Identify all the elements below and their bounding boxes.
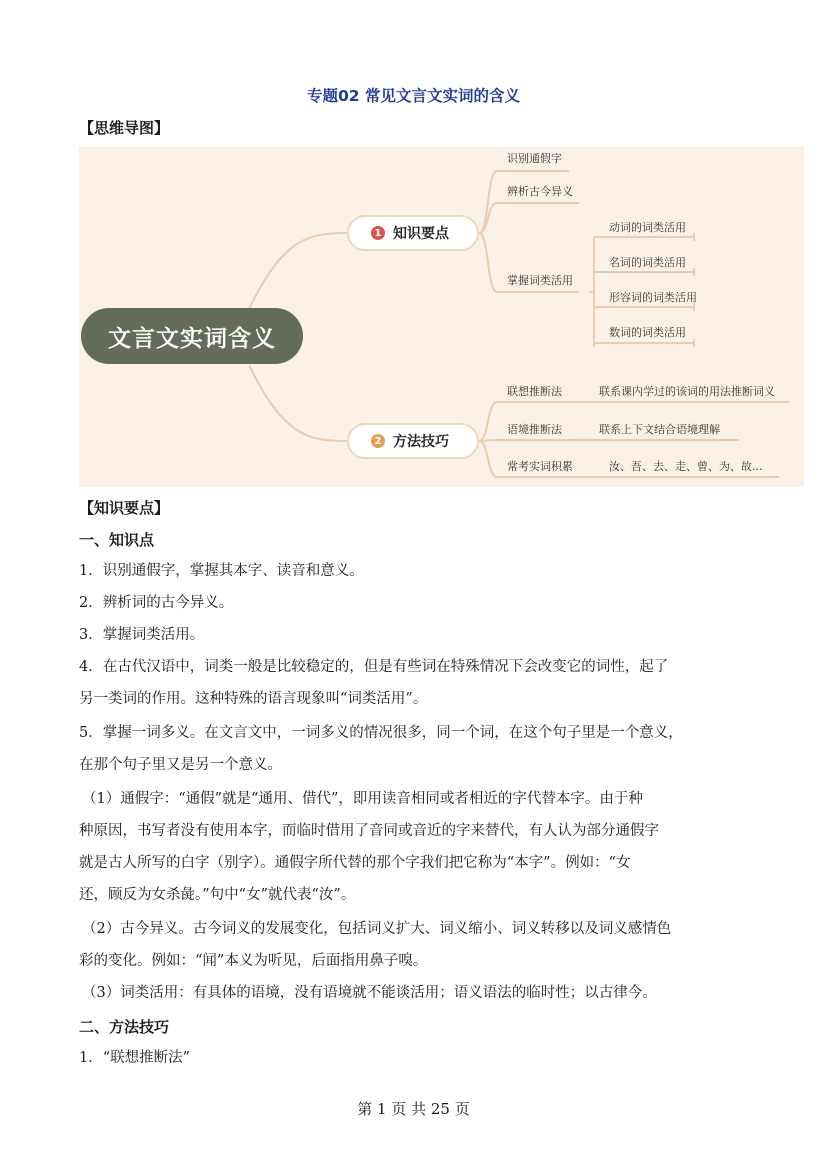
mindmap-subitem: 动词的词类活用: [609, 221, 686, 234]
mindmap-desc: 联系课内学过的该词的用法推断词义: [599, 385, 775, 398]
body-line: 彩的变化。例如：“闻”本义为听见，后面指用鼻子嗅。: [79, 953, 428, 969]
mindmap-heading: 【思维导图】: [79, 119, 170, 137]
mindmap-desc: 联系上下文结合语境理解: [599, 423, 720, 436]
body-line: 就是古人所写的白字（别字）。通假字所代替的那个字我们把它称为“本字”。例如：“女: [79, 855, 631, 871]
branch-label: 知识要点: [393, 226, 449, 242]
section-heading-methods: 二、方法技巧: [79, 1018, 170, 1036]
body-line: 在那个句子里又是另一个意义。: [79, 757, 282, 773]
body-line: 1．识别通假字，掌握其本字、读音和意义。: [79, 563, 364, 579]
body-line: （2）古今异义。古今词义的发展变化，包括词义扩大、词义缩小、词义转移以及词义感情色: [82, 921, 672, 937]
body-line: 另一类词的作用。这种特殊的语言现象叫“词类活用”。: [79, 691, 428, 707]
body-line: （1）通假字：“通假”就是“通用、借代”，即用读音相同或者相近的字代替本字。由于种: [82, 791, 643, 807]
mindmap-subitem: 形容词的词类活用: [609, 291, 697, 304]
body-line: 3．掌握词类活用。: [79, 627, 205, 643]
page-title: 专题02 常见文言文实词的含义: [307, 87, 520, 105]
mindmap-root: 文言文实词含义: [81, 308, 303, 364]
branch-method-skills: [347, 423, 479, 459]
branch-label: 方法技巧: [393, 434, 449, 450]
number-badge: 2: [371, 434, 385, 448]
body-line: 2．辨析词的古今异义。: [79, 595, 234, 611]
body-line: 1．“联想推断法”: [79, 1050, 191, 1066]
mind-map: [79, 147, 804, 487]
branch-knowledge-points: [347, 215, 479, 251]
mindmap-desc: 汝、吾、去、走、曾、为、故...: [609, 460, 763, 473]
mindmap-item: 常考实词积累: [507, 460, 573, 473]
mindmap-item: 辨析古今异义: [507, 185, 573, 198]
mindmap-item: 掌握词类活用: [507, 274, 573, 287]
number-badge: 1: [371, 226, 385, 240]
mindmap-subitem: 数词的词类活用: [609, 326, 686, 339]
body-line: （3）词类活用：有具体的语境，没有语境就不能谈活用；语义语法的临时性；以古律今。: [82, 985, 657, 1001]
body-line: 4．在古代汉语中，词类一般是比较稳定的，但是有些词在特殊情况下会改变它的词性，起了: [79, 659, 669, 675]
section-heading-knowledge: 一、知识点: [79, 531, 155, 549]
mindmap-item: 联想推断法: [507, 385, 562, 398]
body-line: 种原因，书写者没有使用本字，而临时借用了音同或音近的字来替代，有人认为部分通假字: [79, 823, 659, 839]
body-line: 5．掌握一词多义。在文言文中，一词多义的情况很多，同一个词，在这个句子里是一个意义，: [79, 725, 683, 741]
knowledge-heading: 【知识要点】: [79, 499, 170, 517]
body-line: 还，顾反为女杀彘。”句中“女”就代表“汝”。: [79, 887, 356, 903]
page-footer: 第 1 页 共 25 页: [357, 1100, 470, 1118]
mindmap-subitem: 名词的词类活用: [609, 256, 686, 269]
mindmap-item: 语境推断法: [507, 423, 562, 436]
mindmap-item: 识别通假字: [507, 152, 562, 165]
